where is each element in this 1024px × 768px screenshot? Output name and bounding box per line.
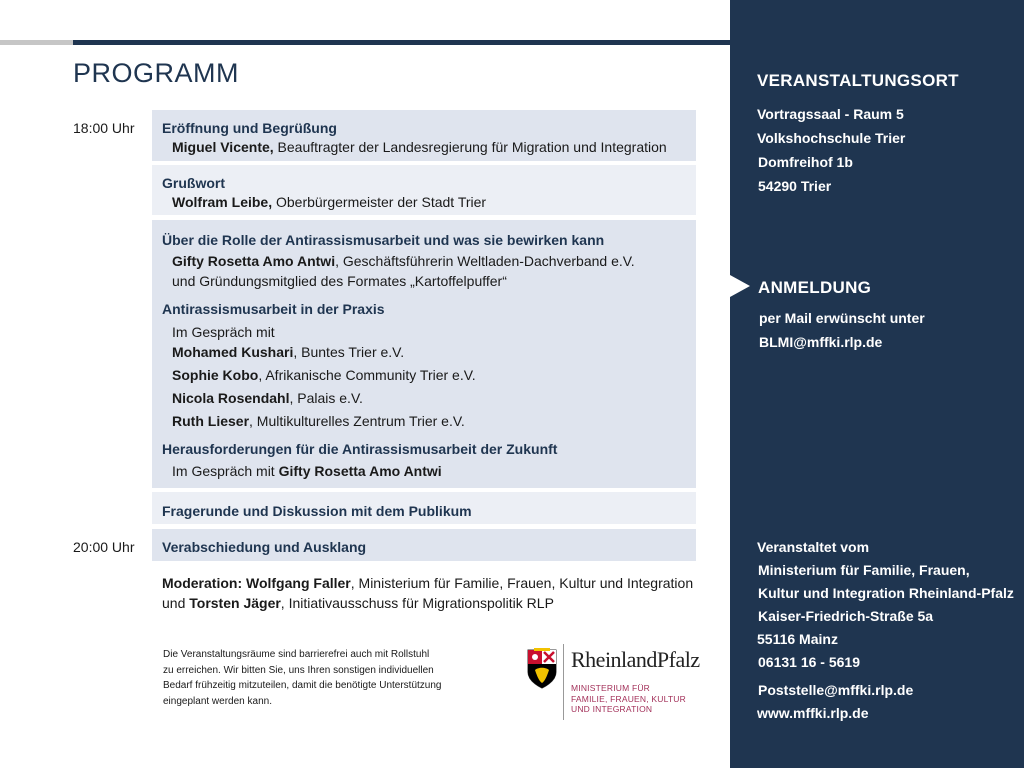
talk-prefix: Im Gespräch mit: [172, 463, 279, 479]
program-block-opening: [152, 110, 696, 161]
venue-heading: VERANSTALTUNGSORT: [757, 71, 959, 90]
organizer-line: Kultur und Integration Rheinland-Pfalz: [758, 585, 1014, 601]
moderator-label: Moderation: Wolfgang Faller: [162, 575, 351, 591]
organizer-line: Veranstaltet vom: [757, 539, 870, 555]
panel-member: [162, 342, 686, 362]
moderation: [162, 573, 702, 613]
moderation-line-2: [162, 593, 702, 613]
note-line: Die Veranstaltungsräume sind barrierefrei auch mit Rollstuhl: [163, 649, 430, 660]
logo-divider: [563, 644, 564, 720]
panel-member-org: , Buntes Trier e.V.: [293, 344, 405, 360]
speaker-name: Gifty Rosetta Amo Antwi: [172, 253, 336, 269]
panel-member-name: Nicola Rosendahl: [172, 390, 290, 406]
page-title: PROGRAMM: [73, 58, 239, 88]
panel-member: [162, 411, 686, 431]
block-heading: Grußwort: [162, 175, 225, 191]
talk-name: Gifty Rosetta Amo Antwi: [278, 463, 442, 479]
talk-line: [162, 461, 686, 481]
organizer-phone: 06131 16 - 5619: [758, 654, 860, 670]
program-block-main: [152, 220, 696, 488]
speaker-line: [162, 251, 686, 271]
moderator-2-name: Torsten Jäger: [189, 595, 281, 611]
panel-member-org: , Afrikanische Community Trier e.V.: [258, 367, 476, 383]
top-rule-navy: [73, 40, 730, 45]
moderation-line-1: [162, 573, 702, 593]
time-start: 18:00 Uhr: [73, 120, 135, 136]
registration-line: per Mail erwünscht unter: [759, 310, 925, 326]
registration-heading: ANMELDUNG: [758, 278, 872, 297]
speaker-line: [162, 137, 686, 157]
panel-intro: Im Gespräch mit: [172, 324, 275, 340]
logo-subtitle-line: UND INTEGRATION: [571, 704, 653, 714]
organizer-line: Kaiser-Friedrich-Straße 5a: [758, 608, 934, 624]
contact-website[interactable]: www.mffki.rlp.de: [757, 705, 869, 721]
program-block-closing: [152, 529, 696, 561]
venue-line: Vortragssaal - Raum 5: [757, 106, 904, 122]
logo-subtitle-line: MINISTERIUM FÜR: [571, 683, 651, 693]
info-sidebar: [730, 0, 1024, 768]
moderator-role: , Ministerium für Familie, Frauen, Kultur und Integration: [350, 575, 694, 591]
logo-subtitle-line: FAMILIE, FRAUEN, KULTUR: [571, 693, 686, 704]
block-heading: Über die Rolle der Antirassismusarbeit und was sie bewirken kann: [162, 232, 605, 248]
block-heading: Eröffnung und Begrüßung: [162, 120, 337, 136]
contact-email[interactable]: Poststelle@mffki.rlp.de: [758, 682, 914, 698]
block-heading: Antirassismusarbeit in der Praxis: [162, 301, 385, 317]
moderation-und: und: [162, 595, 190, 611]
accessibility-note: [163, 647, 483, 709]
block-heading: Fragerunde und Diskussion mit dem Publikum: [162, 503, 472, 519]
venue-line: 54290 Trier: [758, 178, 832, 194]
speaker-role: Beauftragter der Landesregierung für Migration und Integration: [273, 139, 667, 155]
venue-line: Volkshochschule Trier: [757, 130, 906, 146]
panel-member-name: Ruth Lieser: [172, 413, 250, 429]
panel-member-org: , Multikulturelles Zentrum Trier e.V.: [249, 413, 465, 429]
panel-member: [162, 388, 686, 408]
speaker-name: Miguel Vicente,: [172, 139, 274, 155]
note-line: Bedarf frühzeitig mitzuteilen, damit die benötigte Unterstützung: [163, 680, 442, 691]
coat-of-arms-icon: [526, 648, 558, 690]
top-rule-grey: [0, 40, 73, 45]
moderator-2-role: , Initiativausschuss für Migrationspolitik RLP: [280, 595, 554, 611]
note-line: zu erreichen. Wir bitten Sie, uns Ihren sonstigen individuellen: [163, 664, 434, 676]
organizer-line: 55116 Mainz: [757, 631, 838, 647]
logo-wordmark: RheinlandPfalz: [571, 647, 700, 672]
speaker-name: Wolfram Leibe,: [172, 194, 273, 210]
note-line: eingeplant werden kann.: [163, 695, 272, 707]
panel-member: [162, 365, 686, 385]
program-block-qa: [152, 492, 696, 524]
speaker-line: [162, 192, 686, 212]
registration-arrow-icon: [730, 275, 750, 297]
program-block-greeting: [152, 165, 696, 215]
logo-subtitle: [571, 683, 686, 715]
panel-member-name: Sophie Kobo: [172, 367, 259, 383]
venue-line: Domfreihof 1b: [758, 154, 853, 170]
speaker-role: Oberbürgermeister der Stadt Trier: [272, 194, 487, 210]
panel-member-name: Mohamed Kushari: [172, 344, 294, 360]
block-heading: Verabschiedung und Ausklang: [162, 539, 367, 555]
speaker-role: , Geschäftsführerin Weltladen-Dachverband e.V.: [335, 253, 635, 269]
panel-member-org: , Palais e.V.: [289, 390, 363, 406]
time-end: 20:00 Uhr: [73, 539, 135, 555]
block-heading: Herausforderungen für die Antirassismusarbeit der Zukunft: [162, 441, 558, 457]
organizer-line: Ministerium für Familie, Frauen,: [758, 562, 970, 578]
registration-email[interactable]: BLMI@mffki.rlp.de: [759, 334, 883, 350]
speaker-role-continued: und Gründungsmitglied des Formates „Kartoffelpuffer“: [172, 273, 507, 289]
